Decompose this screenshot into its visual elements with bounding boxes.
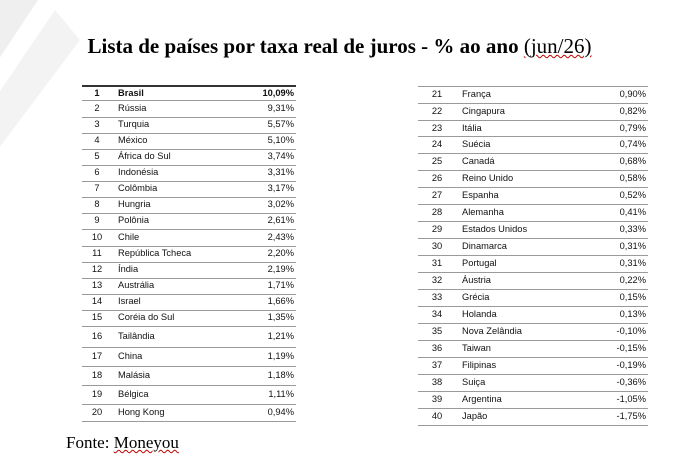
country-cell: Cingapura [456,104,596,121]
rate-cell: -0,19% [596,358,648,375]
table-row [82,262,296,278]
country-cell: Austrália [112,278,252,294]
rate-cell: 0,15% [596,290,648,307]
country-cell: Filipinas [456,358,596,375]
rank-cell: 8 [82,197,112,213]
rank-cell: 20 [82,404,112,421]
rank-cell: 12 [82,262,112,278]
table-row [82,294,296,310]
rate-cell: 3,02% [252,197,296,213]
country-cell: Colômbia [112,181,252,197]
table-row [82,117,296,133]
table-row [82,197,296,213]
rank-cell: 23 [418,121,456,137]
table-row [82,213,296,229]
country-cell: Rússia [112,100,252,117]
rank-cell: 27 [418,188,456,205]
source-name: Moneyou [113,433,179,452]
country-cell: África do Sul [112,149,252,165]
rank-cell: 5 [82,149,112,165]
rate-cell: 1,18% [252,366,296,385]
table-row [418,409,648,426]
table-row [82,100,296,117]
page-title [0,34,679,59]
country-cell: Suécia [456,137,596,154]
table-row [82,181,296,197]
rate-cell: -1,75% [596,409,648,426]
table-row [418,87,648,104]
ranking-table-right [418,86,648,426]
rank-cell: 15 [82,310,112,326]
rank-cell: 35 [418,324,456,341]
table-row [82,133,296,149]
table-row [418,104,648,121]
country-cell: Argentina [456,392,596,409]
country-cell: França [456,87,596,104]
title-period: (jun/26) [523,34,592,58]
rate-cell: 0,94% [252,404,296,421]
table-row [418,171,648,188]
rate-cell: 1,21% [252,326,296,347]
rate-cell: 0,22% [596,273,648,290]
rank-cell: 31 [418,256,456,273]
ranking-table-left [82,85,296,422]
table-row [82,326,296,347]
table-row [418,205,648,222]
rate-cell: 0,52% [596,188,648,205]
rate-cell: 0,33% [596,222,648,239]
country-cell: Malásia [112,366,252,385]
rank-cell: 3 [82,117,112,133]
rate-cell: 2,61% [252,213,296,229]
rate-cell: 0,41% [596,205,648,222]
country-cell: Grécia [456,290,596,307]
table-row [418,256,648,273]
rate-cell: 1,66% [252,294,296,310]
title-main: Lista de países por taxa real de juros - % ao ano [87,34,519,58]
country-cell: Dinamarca [456,239,596,256]
table-row [82,366,296,385]
rate-cell: 0,13% [596,307,648,324]
country-cell: Nova Zelândia [456,324,596,341]
rank-cell: 37 [418,358,456,375]
table-row [418,290,648,307]
rank-cell: 30 [418,239,456,256]
country-cell: China [112,347,252,366]
table-row [418,375,648,392]
rank-cell: 4 [82,133,112,149]
rate-cell: 1,35% [252,310,296,326]
country-cell: Hungria [112,197,252,213]
rate-cell: 0,68% [596,154,648,171]
rank-cell: 7 [82,181,112,197]
rank-cell: 14 [82,294,112,310]
rank-cell: 24 [418,137,456,154]
country-cell: Polônia [112,213,252,229]
table-row [418,273,648,290]
rank-cell: 1 [82,86,112,100]
country-cell: Índia [112,262,252,278]
country-cell: Alemanha [456,205,596,222]
country-cell: Portugal [456,256,596,273]
rank-cell: 10 [82,229,112,246]
rate-cell: 5,10% [252,133,296,149]
rate-cell: 3,74% [252,149,296,165]
rate-cell: 10,09% [252,86,296,100]
country-cell: Holanda [456,307,596,324]
country-cell: Áustria [456,273,596,290]
rate-cell: 0,79% [596,121,648,137]
country-cell: Taiwan [456,341,596,358]
rank-cell: 13 [82,278,112,294]
rate-cell: 0,90% [596,87,648,104]
rank-cell: 22 [418,104,456,121]
rank-cell: 38 [418,375,456,392]
rate-cell: 1,71% [252,278,296,294]
country-cell: Japão [456,409,596,426]
rank-cell: 17 [82,347,112,366]
rate-cell: 2,20% [252,246,296,262]
country-cell: Bélgica [112,385,252,404]
rate-cell: 0,31% [596,256,648,273]
table-row [418,239,648,256]
rate-cell: 9,31% [252,100,296,117]
table-row [418,392,648,409]
country-cell: Chile [112,229,252,246]
rate-cell: 1,19% [252,347,296,366]
rank-cell: 25 [418,154,456,171]
table-row [418,222,648,239]
source-prefix: Fonte: [66,433,114,452]
rate-cell: -0,10% [596,324,648,341]
source-note [66,433,179,453]
rate-cell: -1,05% [596,392,648,409]
table-row [418,154,648,171]
table-row [418,358,648,375]
rank-cell: 6 [82,165,112,181]
table-row [418,137,648,154]
table-row [82,347,296,366]
table-row [418,188,648,205]
country-cell: Reino Unido [456,171,596,188]
table-row [418,324,648,341]
rank-cell: 33 [418,290,456,307]
table-row [82,246,296,262]
country-cell: Coréia do Sul [112,310,252,326]
country-cell: Itália [456,121,596,137]
rate-cell: 3,17% [252,181,296,197]
country-cell: Israel [112,294,252,310]
table-row [82,86,296,100]
country-cell: Hong Kong [112,404,252,421]
rank-cell: 9 [82,213,112,229]
country-cell: Turquia [112,117,252,133]
table-row [82,278,296,294]
country-cell: Tailândia [112,326,252,347]
rank-cell: 36 [418,341,456,358]
country-cell: Indonésia [112,165,252,181]
rank-cell: 29 [418,222,456,239]
rank-cell: 21 [418,87,456,104]
rate-cell: 1,11% [252,385,296,404]
rank-cell: 2 [82,100,112,117]
rate-cell: -0,15% [596,341,648,358]
rate-cell: 3,31% [252,165,296,181]
rate-cell: -0,36% [596,375,648,392]
table-row [82,404,296,421]
country-cell: Suiça [456,375,596,392]
country-cell: México [112,133,252,149]
rank-cell: 40 [418,409,456,426]
country-cell: Espanha [456,188,596,205]
rate-cell: 0,74% [596,137,648,154]
rank-cell: 18 [82,366,112,385]
table-row [82,149,296,165]
rank-cell: 19 [82,385,112,404]
country-cell: República Tcheca [112,246,252,262]
rate-cell: 2,19% [252,262,296,278]
rank-cell: 39 [418,392,456,409]
table-row [82,165,296,181]
rank-cell: 26 [418,171,456,188]
table-row [82,310,296,326]
table-row [418,307,648,324]
country-cell: Estados Unidos [456,222,596,239]
country-cell: Canadá [456,154,596,171]
rank-cell: 11 [82,246,112,262]
rate-cell: 2,43% [252,229,296,246]
table-row [82,385,296,404]
rate-cell: 5,57% [252,117,296,133]
rate-cell: 0,58% [596,171,648,188]
table-row [82,229,296,246]
rank-cell: 32 [418,273,456,290]
rate-cell: 0,31% [596,239,648,256]
rank-cell: 34 [418,307,456,324]
table-row [418,121,648,137]
rate-cell: 0,82% [596,104,648,121]
rank-cell: 28 [418,205,456,222]
rank-cell: 16 [82,326,112,347]
table-row [418,341,648,358]
country-cell: Brasil [112,86,252,100]
